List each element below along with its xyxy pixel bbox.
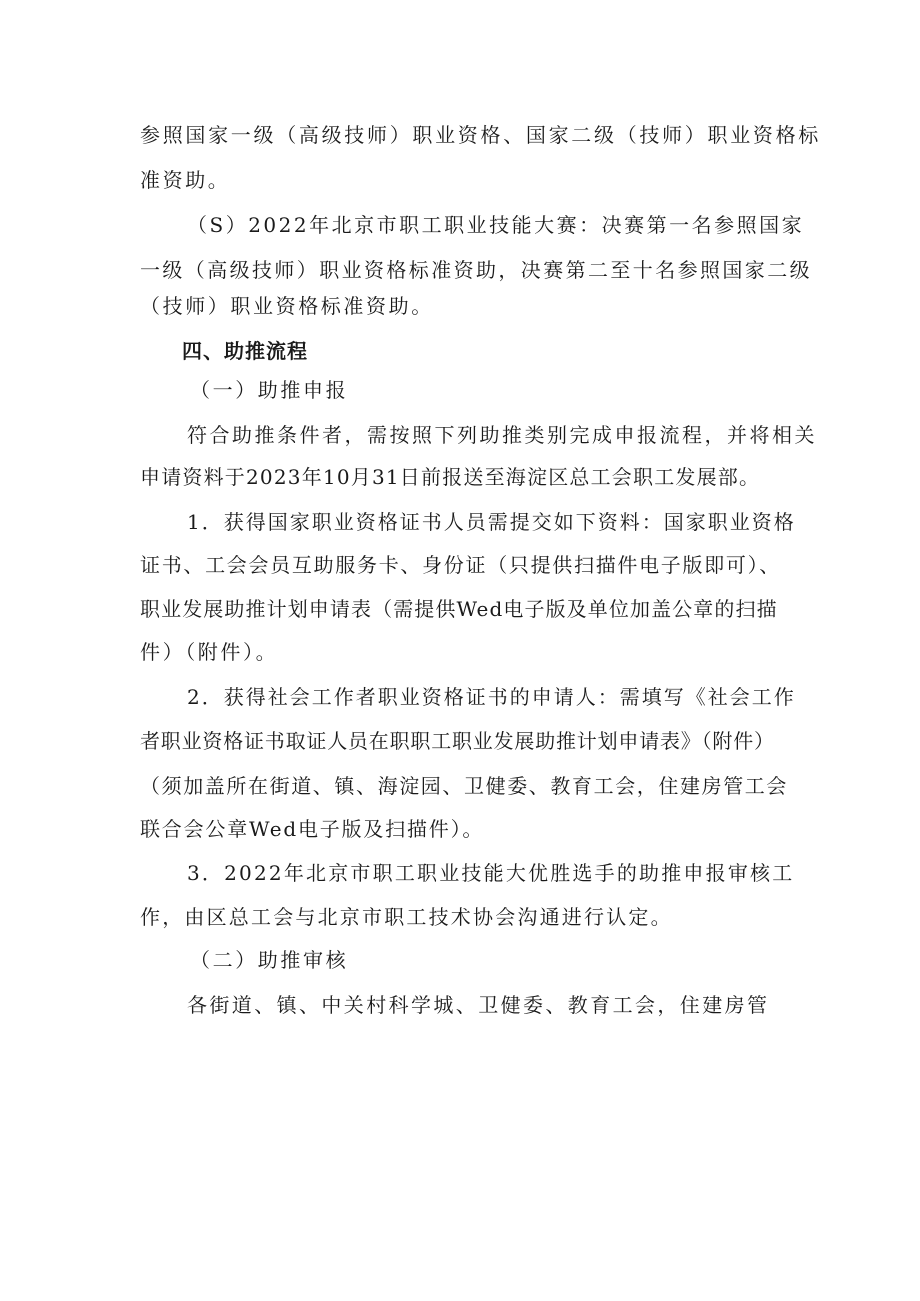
body-text-line: 件）（附件）。 (140, 640, 279, 664)
body-text-line: 2．获得社会工作者职业资格证书的申请人：需填写《社会工作 (187, 685, 796, 709)
body-text-line: 作，由区总工会与北京市职工技术协会沟通进行认定。 (140, 905, 673, 929)
body-text-line: 申请资料于2023年10月31日前报送至海淀区总工会职工发展部。 (140, 465, 761, 489)
section-heading: 四、助推流程 (182, 339, 308, 363)
body-text-line: 职业发展助推计划申请表（需提供Wed电子版及单位加盖公章的扫描 (140, 597, 778, 621)
body-text-line: 1．获得国家职业资格证书人员需提交如下资料：国家职业资格 (187, 510, 796, 534)
body-text-line: 联合会公章Wed电子版及扫描件）。 (140, 817, 485, 841)
body-text-line: 各街道、镇、中关村科学城、卫健委、教育工会，住建房管 (187, 993, 770, 1017)
body-text-line: 符合助推条件者，需按照下列助推类别完成申报流程，并将相关 (187, 423, 817, 447)
body-text-line: （技师）职业资格标准资助。 (140, 294, 434, 318)
body-text-line: 参照国家一级（高级技师）职业资格、国家二级（技师）职业资格标 (140, 123, 821, 147)
subsection-heading: （一）助推申报 (190, 378, 349, 402)
body-text-line: 者职业资格证书取证人员在职职工职业发展助推计划申请表》（附件） (140, 729, 775, 753)
body-text-line: 一级（高级技师）职业资格标准资助，决赛第二至十名参照国家二级 (140, 258, 812, 282)
body-text-line: 3．2022年北京市职工职业技能大优胜选手的助推申报审核工 (187, 861, 795, 885)
body-text-line: 证书、工会会员互助服务卡、身份证（只提供扫描件电子版即可）、 (140, 553, 781, 577)
subsection-heading: （二）助推审核 (190, 948, 349, 972)
body-text-line: （S）2022年北京市职工职业技能大赛：决赛第一名参照国家 (187, 213, 805, 237)
body-text-line: 准资助。 (140, 168, 231, 192)
body-text-line: （须加盖所在街道、镇、海淀园、卫健委、教育工会，住建房管工会 (140, 774, 788, 798)
